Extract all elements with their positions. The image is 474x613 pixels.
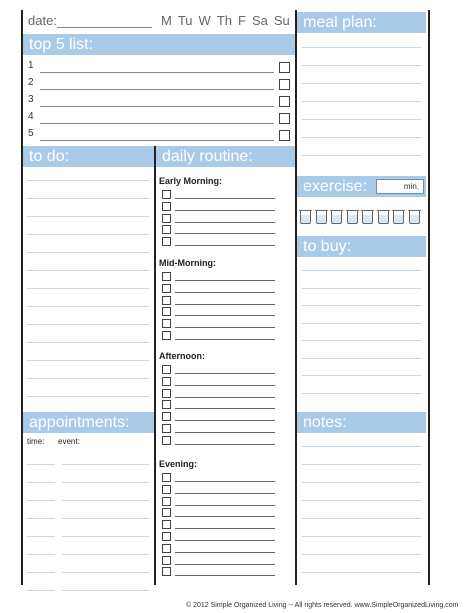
water-glass-icon[interactable] (362, 210, 373, 224)
routine-line[interactable] (175, 280, 275, 281)
top5-number: 4 (28, 111, 34, 122)
water-glass-icon[interactable] (393, 210, 404, 224)
top5-number: 3 (28, 94, 34, 105)
routine-checkbox[interactable] (162, 365, 171, 374)
appointment-time-line[interactable] (27, 482, 55, 483)
water-glass-icon[interactable] (331, 210, 342, 224)
routine-line[interactable] (175, 408, 275, 409)
date-label: date: (28, 13, 57, 28)
routine-line[interactable] (175, 552, 275, 553)
routine-line[interactable] (175, 444, 275, 445)
todo-line[interactable] (27, 288, 149, 289)
appointment-event-line[interactable] (62, 572, 149, 573)
day-wednesday[interactable]: W (198, 13, 211, 28)
appointment-time-line[interactable] (27, 464, 55, 465)
routine-checkbox[interactable] (162, 485, 171, 494)
routine-checkbox[interactable] (162, 319, 171, 328)
todo-line[interactable] (27, 198, 149, 199)
notes-line[interactable] (302, 482, 421, 483)
right-border (428, 10, 430, 585)
top5-item-line[interactable] (40, 89, 274, 90)
routine-line[interactable] (175, 245, 275, 246)
routine-checkbox[interactable] (162, 296, 171, 305)
routine-checkbox[interactable] (162, 544, 171, 553)
to-buy-line[interactable] (302, 270, 421, 271)
exercise-title: exercise: (303, 178, 368, 195)
to-buy-line[interactable] (302, 358, 421, 359)
todo-line[interactable] (27, 306, 149, 307)
routine-checkbox[interactable] (162, 272, 171, 281)
exercise-unit: min. (403, 182, 419, 191)
routine-line[interactable] (175, 315, 275, 316)
todo-header: to do: (23, 146, 154, 167)
routine-checkbox[interactable] (162, 377, 171, 386)
day-saturday[interactable]: Sa (251, 13, 268, 28)
top5-checkbox[interactable] (279, 96, 290, 107)
to-buy-line[interactable] (302, 288, 421, 289)
appointment-time-line[interactable] (27, 572, 55, 573)
appointment-event-line[interactable] (62, 482, 149, 483)
day-tuesday[interactable]: Tu (177, 13, 193, 28)
to-buy-line[interactable] (302, 340, 421, 341)
routine-line[interactable] (175, 233, 275, 234)
routine-checkbox[interactable] (162, 508, 171, 517)
routine-header: daily routine: (156, 146, 295, 167)
appointment-time-line[interactable] (27, 536, 55, 537)
top5-item-line[interactable] (40, 72, 274, 73)
routine-checkbox[interactable] (162, 497, 171, 506)
routine-checkbox[interactable] (162, 284, 171, 293)
appointment-event-line[interactable] (62, 536, 149, 537)
routine-line[interactable] (175, 327, 275, 328)
routine-section-label: Mid-Morning: (159, 258, 216, 268)
routine-line[interactable] (175, 505, 275, 506)
notes-line[interactable] (302, 518, 421, 519)
routine-checkbox[interactable] (162, 473, 171, 482)
top5-checkbox[interactable] (279, 62, 290, 73)
meal-plan-line[interactable] (302, 83, 421, 84)
routine-line[interactable] (175, 528, 275, 529)
footer-copyright: © 2012 Simple Organized Living -- All rights reserved. www.SimpleOrganizedLiving.com (186, 602, 459, 609)
routine-checkbox[interactable] (162, 202, 171, 211)
notes-line[interactable] (302, 446, 421, 447)
routine-checkbox[interactable] (162, 532, 171, 541)
routine-checkbox[interactable] (162, 424, 171, 433)
to-buy-header: to buy: (297, 236, 426, 257)
weekday-selector (161, 13, 296, 28)
routine-line[interactable] (175, 373, 275, 374)
routine-line[interactable] (175, 397, 275, 398)
routine-line[interactable] (175, 516, 275, 517)
todo-line[interactable] (27, 234, 149, 235)
routine-checkbox[interactable] (162, 412, 171, 421)
routine-section-label: Early Morning: (159, 176, 223, 186)
top5-checkbox[interactable] (279, 79, 290, 90)
meal-plan-line[interactable] (302, 101, 421, 102)
notes-line[interactable] (302, 536, 421, 537)
routine-checkbox[interactable] (162, 400, 171, 409)
todo-line[interactable] (27, 342, 149, 343)
routine-checkbox[interactable] (162, 389, 171, 398)
day-monday[interactable]: M (161, 13, 172, 28)
routine-checkbox[interactable] (162, 214, 171, 223)
appointment-event-line[interactable] (62, 500, 149, 501)
meal-plan-line[interactable] (302, 137, 421, 138)
routine-line[interactable] (175, 493, 275, 494)
appointment-time-line[interactable] (27, 518, 55, 519)
top5-number: 1 (28, 60, 34, 71)
routine-line[interactable] (175, 339, 275, 340)
time-column-label: time: (27, 437, 45, 446)
top5-item-line[interactable] (40, 123, 274, 124)
routine-checkbox[interactable] (162, 307, 171, 316)
date-input-line[interactable] (57, 27, 152, 28)
notes-line[interactable] (302, 554, 421, 555)
top5-checkbox[interactable] (279, 130, 290, 141)
routine-line[interactable] (175, 564, 275, 565)
routine-line[interactable] (175, 481, 275, 482)
appointment-time-line[interactable] (27, 500, 55, 501)
routine-line[interactable] (175, 222, 275, 223)
mid-divider (295, 10, 297, 585)
todo-line[interactable] (27, 252, 149, 253)
routine-line[interactable] (175, 210, 275, 211)
appointment-time-line[interactable] (27, 590, 55, 591)
routine-section-label: Afternoon: (159, 351, 205, 361)
water-glass-icon[interactable] (300, 210, 311, 224)
todo-line[interactable] (27, 396, 149, 397)
top5-checkbox[interactable] (279, 113, 290, 124)
meal-plan-header: meal plan: (297, 12, 426, 33)
routine-line[interactable] (175, 540, 275, 541)
notes-line[interactable] (302, 464, 421, 465)
appointment-event-line[interactable] (62, 464, 149, 465)
routine-checkbox[interactable] (162, 567, 171, 576)
meal-plan-line[interactable] (302, 47, 421, 48)
day-sunday[interactable]: Su (273, 13, 290, 28)
day-friday[interactable]: F (238, 13, 246, 28)
event-column-label: event: (58, 437, 80, 446)
appointment-time-line[interactable] (27, 554, 55, 555)
appointment-event-line[interactable] (62, 554, 149, 555)
top5-item-line[interactable] (40, 106, 274, 107)
appointments-header: appointments: (23, 412, 154, 433)
exercise-minutes-box[interactable] (376, 179, 424, 194)
todo-line[interactable] (27, 216, 149, 217)
appointment-event-line[interactable] (62, 518, 149, 519)
notes-line[interactable] (302, 500, 421, 501)
top5-item-line[interactable] (40, 140, 274, 141)
routine-checkbox[interactable] (162, 556, 171, 565)
routine-checkbox[interactable] (162, 225, 171, 234)
todo-line[interactable] (27, 378, 149, 379)
routine-checkbox[interactable] (162, 331, 171, 340)
todo-line[interactable] (27, 180, 149, 181)
routine-line[interactable] (175, 575, 275, 576)
routine-divider (154, 146, 156, 585)
routine-line[interactable] (175, 420, 275, 421)
to-buy-line[interactable] (302, 375, 421, 376)
appointment-event-line[interactable] (62, 590, 149, 591)
routine-line[interactable] (175, 385, 275, 386)
water-glass-icon[interactable] (347, 210, 358, 224)
notes-line[interactable] (302, 572, 421, 573)
routine-checkbox[interactable] (162, 520, 171, 529)
to-buy-line[interactable] (302, 323, 421, 324)
routine-line[interactable] (175, 198, 275, 199)
todo-line[interactable] (27, 270, 149, 271)
to-buy-line[interactable] (302, 393, 421, 394)
to-buy-line[interactable] (302, 305, 421, 306)
routine-checkbox[interactable] (162, 237, 171, 246)
top5-header: top 5 list: (23, 34, 295, 55)
meal-plan-line[interactable] (302, 119, 421, 120)
meal-plan-line[interactable] (302, 65, 421, 66)
day-thursday[interactable]: Th (216, 13, 232, 28)
top5-number: 2 (28, 77, 34, 88)
notes-header: notes: (297, 412, 426, 433)
top5-number: 5 (28, 128, 34, 139)
left-border (21, 10, 23, 585)
water-glass-icon[interactable] (378, 210, 389, 224)
routine-checkbox[interactable] (162, 190, 171, 199)
routine-checkbox[interactable] (162, 436, 171, 445)
meal-plan-line[interactable] (302, 155, 421, 156)
water-glass-icon[interactable] (316, 210, 327, 224)
routine-line[interactable] (175, 304, 275, 305)
todo-line[interactable] (27, 324, 149, 325)
water-glass-icon[interactable] (409, 210, 420, 224)
todo-line[interactable] (27, 360, 149, 361)
routine-line[interactable] (175, 292, 275, 293)
routine-section-label: Evening: (159, 459, 198, 469)
routine-line[interactable] (175, 432, 275, 433)
